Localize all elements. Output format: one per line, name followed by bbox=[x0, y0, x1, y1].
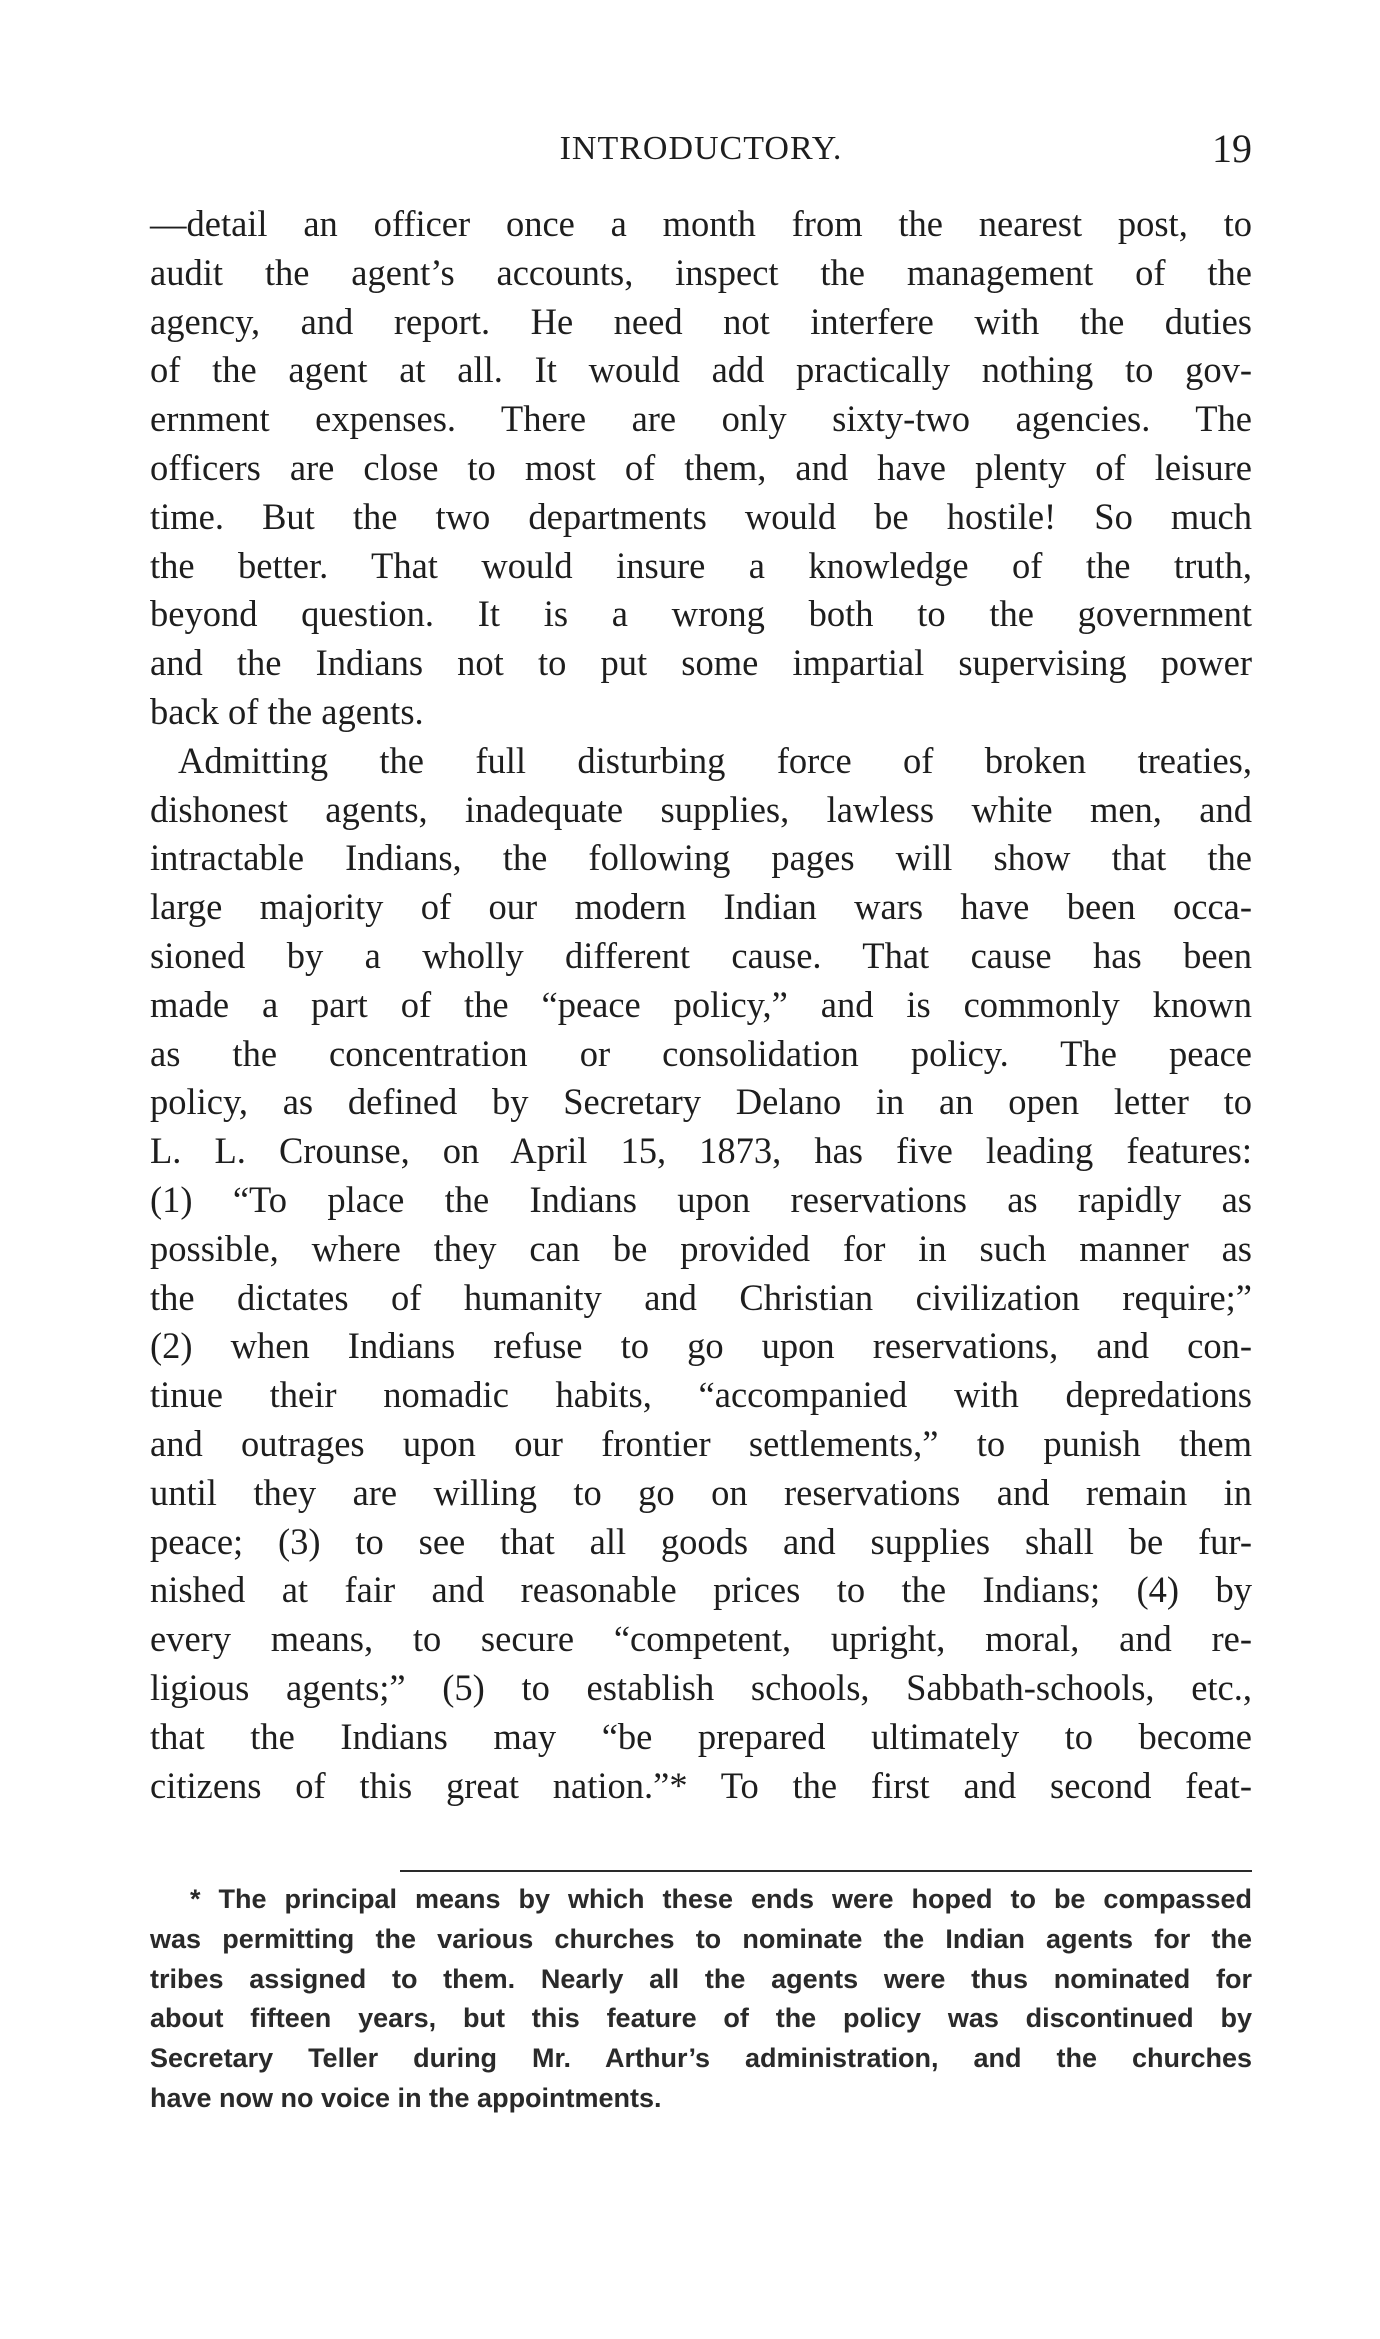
text-line: possible, where they can be provided for in such manner as bbox=[150, 1227, 1252, 1269]
text-line: beyond question. It is a wrong both to the government bbox=[150, 593, 1252, 635]
text-line: Admitting the full disturbing force of broken treaties, bbox=[178, 739, 1252, 781]
text-line: large majority of our modern Indian wars have been occa- bbox=[150, 886, 1252, 928]
text-line: and outrages upon our frontier settlements,” to punish them bbox=[150, 1422, 1252, 1464]
text-line: agency, and report. He need not interfere with the duties bbox=[150, 300, 1252, 342]
text-line: audit the agent’s accounts, inspect the management of the bbox=[150, 251, 1252, 293]
text-line: the dictates of humanity and Christian civilization require;” bbox=[150, 1276, 1252, 1318]
text-line: sioned by a wholly different cause. That cause has been bbox=[150, 934, 1252, 976]
body-text bbox=[150, 200, 1252, 1810]
text-line: the better. That would insure a knowledge of the truth, bbox=[150, 544, 1252, 586]
footnote-line: was permitting the various churches to nominate the Indian agents for the bbox=[150, 1923, 1252, 1954]
text-line: citizens of this great nation.”* To the first and second feat- bbox=[150, 1764, 1252, 1806]
footnote-line: * The principal means by which these ends were hoped to be compassed bbox=[190, 1884, 1252, 1914]
text-line: peace; (3) to see that all goods and supplies shall be fur- bbox=[150, 1520, 1252, 1562]
text-line: intractable Indians, the following pages will show that the bbox=[150, 837, 1252, 879]
page-number: 19 bbox=[1212, 126, 1252, 171]
text-line: —detail an officer once a month from the nearest post, to bbox=[150, 203, 1252, 244]
running-head bbox=[150, 124, 1252, 174]
footnote-line: tribes assigned to them. Nearly all the agents were thus nominated for bbox=[150, 1963, 1252, 1994]
footnote-line: Secretary Teller during Mr. Arthur’s administration, and the churches bbox=[150, 2043, 1252, 2074]
text-line: until they are willing to go on reservations and remain in bbox=[150, 1471, 1252, 1513]
text-line: time. But the two departments would be hostile! So much bbox=[150, 495, 1252, 537]
text-line: as the concentration or consolidation policy. The peace bbox=[150, 1032, 1252, 1074]
text-line: of the agent at all. It would add practically nothing to gov- bbox=[150, 349, 1252, 391]
footnote-line: have now no voice in the appointments. bbox=[150, 2082, 662, 2113]
text-line: dishonest agents, inadequate supplies, lawless white men, and bbox=[150, 788, 1252, 830]
text-line: L. L. Crounse, on April 15, 1873, has five leading features: bbox=[150, 1130, 1252, 1172]
text-line: every means, to secure “competent, upright, moral, and re- bbox=[150, 1618, 1252, 1660]
text-line: ernment expenses. There are only sixty-two agencies. The bbox=[150, 398, 1252, 440]
footnote-line: about fifteen years, but this feature of the policy was discontinued by bbox=[150, 2003, 1252, 2034]
footnote-divider bbox=[400, 1870, 1252, 1872]
text-line: officers are close to most of them, and have plenty of leisure bbox=[150, 446, 1252, 488]
text-line: (1) “To place the Indians upon reservations as rapidly as bbox=[150, 1178, 1252, 1220]
paragraph-1 bbox=[150, 200, 1252, 737]
text-line: (2) when Indians refuse to go upon reservations, and con- bbox=[150, 1325, 1252, 1367]
footnote bbox=[150, 1880, 1252, 2119]
text-line: policy, as defined by Secretary Delano in an open letter to bbox=[150, 1081, 1252, 1123]
text-line: back of the agents. bbox=[150, 690, 424, 732]
text-line: nished at fair and reasonable prices to the Indians; (4) by bbox=[150, 1569, 1252, 1611]
text-line: tinue their nomadic habits, “accompanied with depredations bbox=[150, 1374, 1252, 1416]
text-line: and the Indians not to put some impartial supervising power bbox=[150, 642, 1252, 684]
text-line: made a part of the “peace policy,” and is commonly known bbox=[150, 983, 1252, 1025]
running-title: INTRODUCTORY. bbox=[559, 130, 843, 167]
text-line: that the Indians may “be prepared ultimately to become bbox=[150, 1715, 1252, 1757]
text-line: ligious agents;” (5) to establish schools, Sabbath-schools, etc., bbox=[150, 1666, 1252, 1708]
paragraph-2 bbox=[150, 737, 1252, 1811]
